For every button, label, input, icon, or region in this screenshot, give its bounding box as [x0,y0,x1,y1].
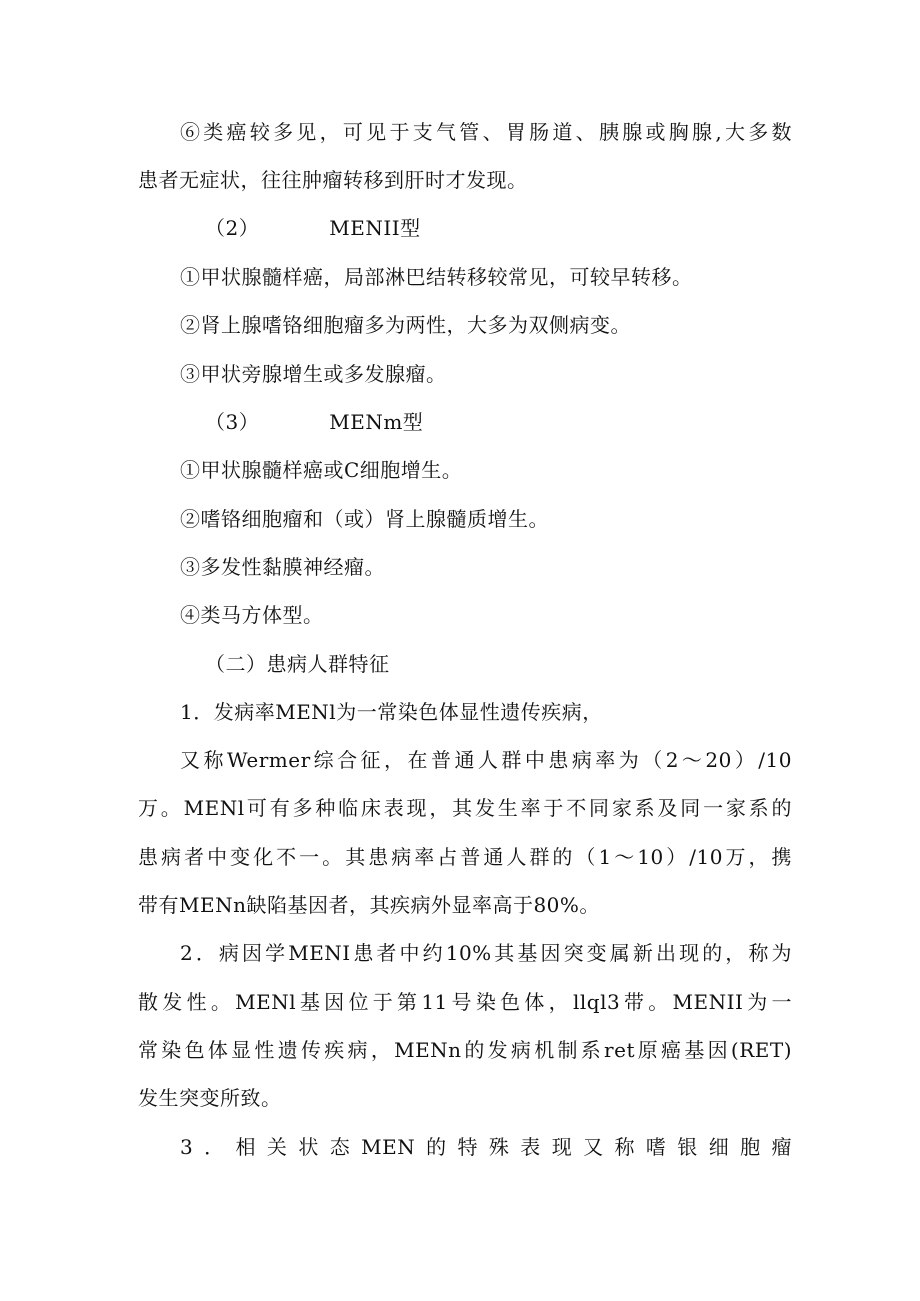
heading-men3-number: （3） [205,410,260,434]
paragraph-incidence-line-3: 万。MENl可有多种临床表现，其发生率于不同家系及同一家系的 [138,796,792,820]
list-item-men3-2: ②嗜铬细胞瘤和（或）肾上腺髓质增生。 [180,507,549,531]
list-item-men3-3: ③多发性黏膜神经瘤。 [180,555,385,579]
list-item-men2-2: ②肾上腺嗜铬细胞瘤多为两性，大多为双侧病变。 [180,313,631,337]
paragraph-etiology-line-4: 发生突变所致。 [138,1086,282,1110]
heading-men3 [205,408,792,436]
heading-men2 [205,214,792,242]
heading-men2-number: （2） [205,216,260,240]
list-item-men2-1: ①甲状腺髓样癌，局部淋巴结转移较常见，可较早转移。 [180,265,693,289]
paragraph-etiology-line-3: 常染色体显性遗传疾病，MENn的发病机制系ret原癌基因(RET) [138,1038,792,1062]
paragraph-etiology-line-1: 2．病因学MENI患者中约10%其基因突变属新出现的，称为 [180,941,792,965]
paragraph-incidence-line-2: 又称Wermer综合征，在普通人群中患病率为（2～20）/10 [180,748,792,772]
paragraph-etiology-line-2: 散发性。MENl基因位于第11号染色体，llql3带。MENII为一 [138,990,792,1014]
heading-men3-title: MENm型 [329,410,424,434]
paragraph-carcinoid-line-1: ⑥类癌较多见，可见于支气管、胃肠道、胰腺或胸腺,大多数 [180,120,792,144]
list-item-men2-3: ③甲状旁腺增生或多发腺瘤。 [180,362,447,386]
paragraph-carcinoid-line-2: 患者无症状，往往肿瘤转移到肝时才发现。 [138,168,528,192]
paragraph-related-conditions-line-1: 3．相关状态MEN的特殊表现又称嗜银细胞瘤 [180,1135,792,1159]
list-item-men3-1: ①甲状腺髓样癌或C细胞增生。 [180,458,463,482]
paragraph-incidence-line-4: 患病者中变化不一。其患病率占普通人群的（1～10）/10万，携 [138,845,792,869]
section-heading-patient-characteristics: （二）患病人群特征 [205,652,390,676]
heading-men2-title: MENII型 [329,216,421,240]
paragraph-incidence-line-5: 带有MENn缺陷基因者，其疾病外显率高于80%。 [138,893,600,917]
paragraph-incidence-line-1: 1．发病率MENl为一常染色体显性遗传疾病， [180,700,603,724]
list-item-men3-4: ④类马方体型。 [180,603,324,627]
